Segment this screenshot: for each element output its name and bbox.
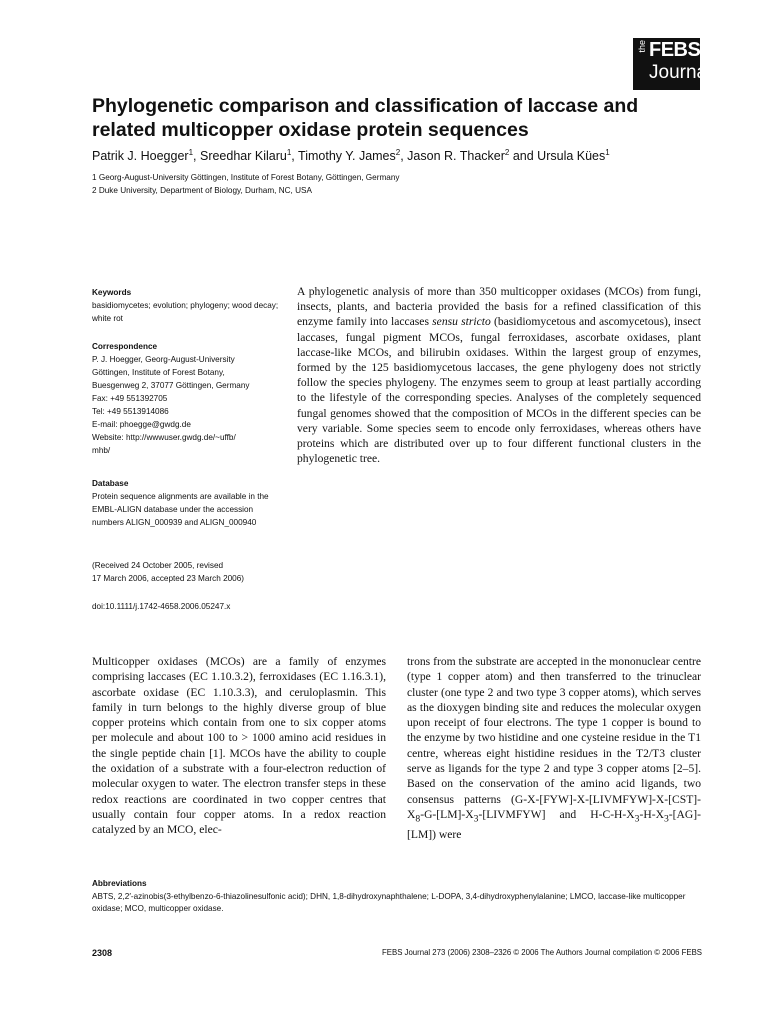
body-column-1: Multicopper oxidases (MCOs) are a family of enzymes comprising laccases (EC 1.10.3.2), ferroxidases (EC 1.16.3.1), ascorbate oxidase (EC 1.10.3.3), and ceruloplasmin. This family in turn belongs to the highly diverse group of blue copper proteins which contain from one to six copper atoms per molecule and about 100 to > 1000 amino acid residues in the single peptide chain [1]. MCOs have the ability to couple the oxidation of a substrate with a four-electron reduction of molecular oxygen to water. The electron transfer steps in these redox reactions are coordinated in two copper centres that usually contain four copper atoms. In a redox reaction catalyzed by an MCO, elec-	[92, 655, 386, 837]
correspondence-line: Buesgenweg 2, 37077 Göttingen, Germany	[92, 381, 250, 390]
author-separator: and	[509, 149, 538, 164]
abbreviations-text: ABTS, 2,2′-azinobis(3-ethylbenzo-6-thiazolinesulfonic acid); DHN, 1,8-dihydroxynaphthalene; L-DOPA, 3,4-dihydroxyphenylalanine; LMCO, laccase-like multicopper oxidase; MCO, multicopper oxidase.	[92, 891, 686, 913]
febs-journal-logo	[633, 38, 712, 90]
abstract-part-2: (basidiomycetous and ascomycetous), insect laccases, fungal pigment MCOs, fungal ferroxidases, ascorbate oxidases, plant laccase-like MCOs, and bilirubin oxidases. Within the largest group of enzymes, formed by the 125 basidiomycetous laccases, the gene phylogeny does not strictly follow the species phylogeny. The enzymes seem to group at least partially according to the lifestyle of the corresponding species. Analyses of the completely sequenced fungal genomes showed that the composition of MCOs in the different species can be very variable. Some species seem to encode only ferroxidases, whereas others have proteins which are distributed over up to four different functional clusters in the phylogenetic tree.	[297, 315, 701, 466]
doi-text[interactable]: doi:10.1111/j.1742-4658.2006.05247.x	[92, 602, 231, 611]
author-list	[92, 145, 702, 164]
author-separator: ,	[193, 149, 200, 164]
abbreviations-heading: Abbreviations	[92, 879, 147, 888]
affiliation-2: 2 Duke University, Department of Biology, Durham, NC, USA	[92, 186, 312, 195]
correspondence-line: P. J. Hoegger, Georg-August-University	[92, 355, 235, 364]
abbreviations-section	[92, 878, 702, 916]
database-heading: Database	[92, 479, 129, 488]
author-affil-mark: 1	[605, 148, 610, 157]
subscript: 8	[415, 813, 421, 825]
correspondence-fax: Fax: +49 551392705	[92, 394, 168, 403]
body-col2-text: -H-X	[639, 807, 664, 821]
subscript: 3	[473, 813, 479, 825]
correspondence-tel: Tel: +49 5513914086	[92, 407, 169, 416]
keywords-heading: Keywords	[92, 288, 132, 297]
abstract-italic-term: sensu stricto	[432, 315, 491, 329]
author-name: Patrik J. Hoegger	[92, 149, 189, 164]
received-line-1: (Received 24 October 2005, revised	[92, 561, 224, 570]
journal-citation-footer: FEBS Journal 273 (2006) 2308–2326 © 2006 The Authors Journal compilation © 2006 FEBS	[382, 948, 702, 957]
database-text: Protein sequence alignments are available in the EMBL-ALIGN database under the accession numbers ALIGN_000939 and ALIGN_000940	[92, 492, 269, 527]
body-col2-text: trons from the substrate are accepted in the mononuclear centre (type 1 copper atom) and then transferred to the trinuclear cluster (one type 2 and two type 3 copper atoms), which serves as the dioxygen binding site and reduces the molecular oxygen upon receipt of four electrons. The type 1 copper is bound to the enzyme by two histidine and one cysteine residue in the T1 centre, whereas eight histidine residues in the T2/T3 cluster serve as ligands for the type 2 and type 3 copper atoms [2–5]. Based on the conservation of the amino acid ligands, two consensus patterns (G-X-[FYW]-X-[LIVMFYW]-X-[CST]-X	[407, 655, 701, 821]
author-affil-mark: 2	[504, 148, 510, 157]
correspondence-website[interactable]: Website: http://wwwuser.gwdg.de/~uffb/	[92, 433, 236, 442]
correspondence-website-cont[interactable]: mhb/	[92, 446, 111, 455]
body-col2-text: -[LIVMFYW] and H-C-H-X	[478, 807, 635, 821]
logo-the-text: the	[637, 40, 647, 53]
correspondence-line: Göttingen, Institute of Forest Botany,	[92, 368, 225, 377]
author-affil-mark: 1	[188, 148, 194, 157]
affiliation-1: 1 Georg-August-University Göttingen, Institute of Forest Botany, Göttingen, Germany	[92, 173, 400, 182]
abstract-part-1: A phylogenetic analysis of more than 350 multicopper oxidases (MCOs) from fungi, insects, plants, and bacteria provided the basis for a refined classification of this enzyme family into laccases	[297, 285, 701, 329]
keywords-text: basidiomycetes; evolution; phylogeny; wood decay; white rot	[92, 301, 279, 323]
correspondence-email[interactable]: E-mail: phoegge@gwdg.de	[92, 420, 191, 429]
author-separator: ,	[400, 149, 408, 164]
received-dates	[92, 559, 287, 585]
author-affil-mark: 2	[395, 148, 401, 157]
subscript: 3	[663, 813, 669, 825]
subscript: 3	[634, 813, 640, 825]
author-separator: ,	[291, 149, 299, 164]
page-number: 2308	[92, 948, 113, 958]
correspondence-section	[92, 340, 287, 457]
body-col2-text: -[AG]-[LM]) were	[407, 807, 701, 841]
body-column-2	[407, 654, 701, 842]
abstract-text	[297, 284, 701, 466]
correspondence-heading: Correspondence	[92, 342, 158, 351]
database-section	[92, 477, 287, 529]
author-name: Sreedhar Kilaru	[199, 149, 287, 164]
article-title: Phylogenetic comparison and classification of laccase and related multicopper oxidase protein sequences	[92, 95, 639, 141]
author-name: Ursula Kües	[537, 149, 606, 164]
keywords-section	[92, 286, 287, 325]
author-name: Jason R. Thacker	[407, 149, 505, 164]
logo-febs-text: FEBS	[649, 39, 701, 61]
body-col2-text: -G-[LM]-X	[420, 807, 474, 821]
logo-journal-text: Journal	[649, 62, 712, 83]
author-name: Timothy Y. James	[298, 149, 396, 164]
author-affil-mark: 1	[286, 148, 292, 157]
received-line-2: 17 March 2006, accepted 23 March 2006)	[92, 574, 245, 583]
